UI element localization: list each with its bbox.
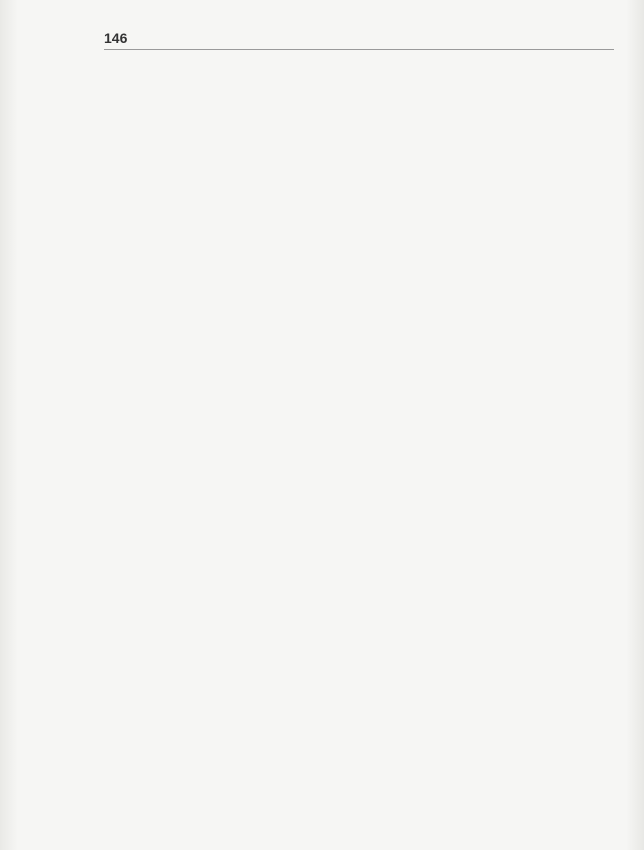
- right-column: [363, 58, 611, 836]
- page-header: [104, 30, 614, 50]
- header-rule: [104, 49, 614, 50]
- page-number: 146: [104, 30, 128, 46]
- left-column: [106, 58, 354, 836]
